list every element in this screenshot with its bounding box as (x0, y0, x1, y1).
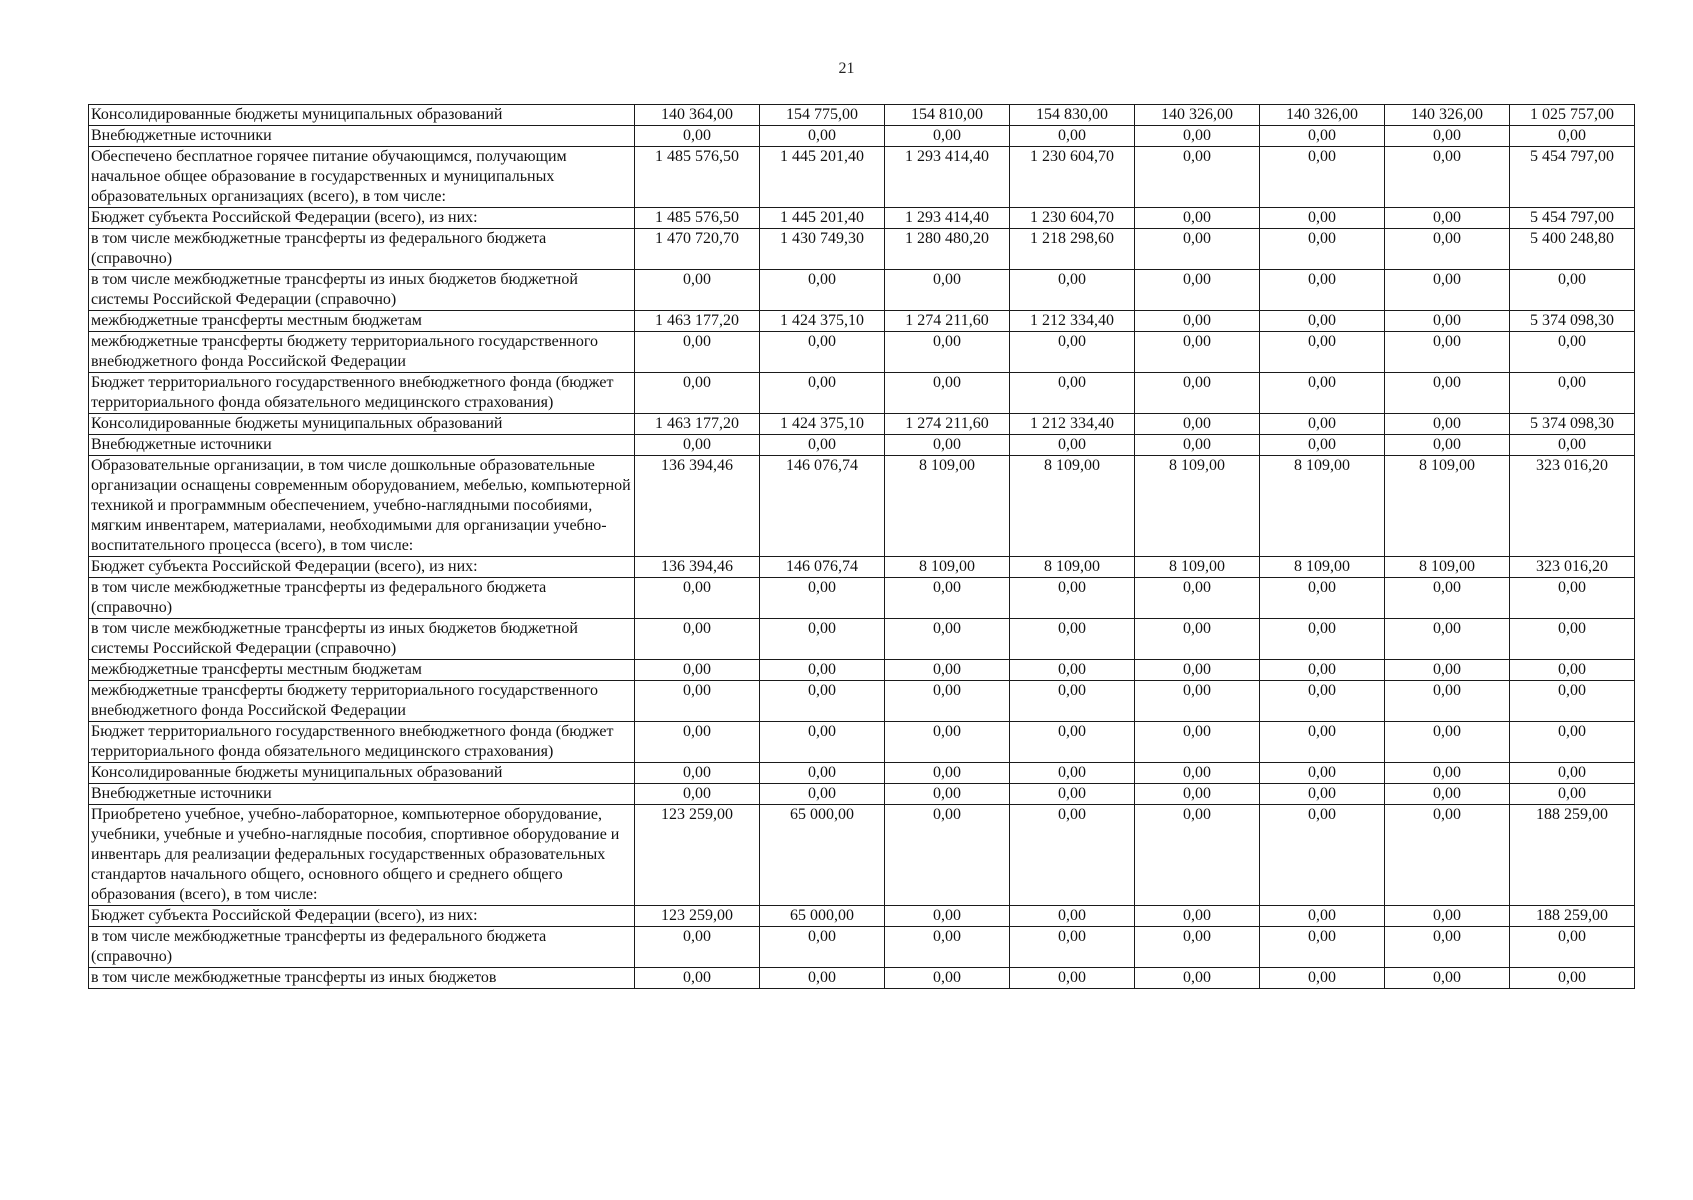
row-label: в том числе межбюджетные трансферты из федерального бюджета (справочно) (89, 229, 635, 270)
table-row (89, 229, 1635, 270)
table-row (89, 105, 1635, 126)
row-value: 0,00 (1010, 722, 1135, 763)
row-value: 5 374 098,30 (1510, 414, 1635, 435)
row-value: 0,00 (1260, 126, 1385, 147)
row-value: 0,00 (1260, 414, 1385, 435)
row-value: 5 454 797,00 (1510, 208, 1635, 229)
page-number: 21 (838, 60, 855, 77)
row-value: 0,00 (1385, 722, 1510, 763)
row-value: 0,00 (1510, 578, 1635, 619)
row-value: 0,00 (1010, 619, 1135, 660)
row-label: межбюджетные трансферты местным бюджетам (89, 311, 635, 332)
row-value: 188 259,00 (1510, 906, 1635, 927)
row-value: 0,00 (635, 373, 760, 414)
table-row (89, 805, 1635, 906)
row-value: 0,00 (1135, 270, 1260, 311)
row-label: Образовательные организации, в том числе дошкольные образовательные организации оснащены современным оборудованием, мебелью, компьютерной техникой и программным обеспечением, учебно-наглядными пособиями, мягким инвентарем, материалами, необходимыми для организации учебно-воспитательного процесса (всего), в том числе: (89, 456, 635, 557)
row-value: 154 775,00 (760, 105, 885, 126)
row-value: 0,00 (1010, 126, 1135, 147)
row-value: 0,00 (1260, 927, 1385, 968)
row-value: 0,00 (885, 660, 1010, 681)
row-value: 0,00 (1510, 784, 1635, 805)
row-value: 0,00 (760, 578, 885, 619)
row-value: 0,00 (1510, 126, 1635, 147)
row-value: 0,00 (1260, 968, 1385, 989)
row-value: 1 274 211,60 (885, 311, 1010, 332)
row-value: 140 364,00 (635, 105, 760, 126)
row-value: 0,00 (635, 763, 760, 784)
row-value: 0,00 (1135, 126, 1260, 147)
row-value: 0,00 (1135, 414, 1260, 435)
row-label: Бюджет субъекта Российской Федерации (всего), из них: (89, 557, 635, 578)
row-value: 0,00 (1135, 805, 1260, 906)
row-label: Консолидированные бюджеты муниципальных образований (89, 105, 635, 126)
row-value: 0,00 (1510, 270, 1635, 311)
row-value: 0,00 (1510, 435, 1635, 456)
row-value: 1 025 757,00 (1510, 105, 1635, 126)
row-value: 0,00 (1135, 927, 1260, 968)
budget-table-container (88, 104, 1633, 989)
row-value: 0,00 (1385, 968, 1510, 989)
row-value: 0,00 (1260, 578, 1385, 619)
row-value: 0,00 (1510, 763, 1635, 784)
row-value: 0,00 (1260, 435, 1385, 456)
row-value: 0,00 (635, 968, 760, 989)
row-value: 136 394,46 (635, 456, 760, 557)
row-value: 0,00 (760, 763, 885, 784)
row-value: 0,00 (635, 681, 760, 722)
row-value: 0,00 (885, 927, 1010, 968)
row-value: 0,00 (1385, 414, 1510, 435)
row-value: 0,00 (1260, 805, 1385, 906)
row-value: 0,00 (1135, 619, 1260, 660)
row-value: 0,00 (1010, 784, 1135, 805)
row-value: 0,00 (1260, 681, 1385, 722)
row-value: 0,00 (1385, 311, 1510, 332)
row-value: 0,00 (1385, 784, 1510, 805)
row-value: 1 445 201,40 (760, 147, 885, 208)
row-value: 0,00 (635, 784, 760, 805)
row-value: 65 000,00 (760, 906, 885, 927)
row-value: 0,00 (635, 578, 760, 619)
row-value: 0,00 (1385, 578, 1510, 619)
row-value: 0,00 (1385, 619, 1510, 660)
row-value: 0,00 (1385, 681, 1510, 722)
row-value: 136 394,46 (635, 557, 760, 578)
row-value: 1 212 334,40 (1010, 311, 1135, 332)
row-value: 0,00 (885, 722, 1010, 763)
row-value: 0,00 (885, 373, 1010, 414)
row-value: 0,00 (760, 126, 885, 147)
row-value: 1 424 375,10 (760, 414, 885, 435)
row-value: 0,00 (885, 270, 1010, 311)
row-value: 1 280 480,20 (885, 229, 1010, 270)
row-value: 0,00 (1385, 906, 1510, 927)
row-value: 0,00 (1135, 968, 1260, 989)
row-value: 0,00 (1385, 229, 1510, 270)
row-value: 0,00 (635, 660, 760, 681)
row-value: 123 259,00 (635, 805, 760, 906)
row-value: 5 374 098,30 (1510, 311, 1635, 332)
row-value: 0,00 (1385, 927, 1510, 968)
row-value: 0,00 (1260, 208, 1385, 229)
row-value: 0,00 (1260, 373, 1385, 414)
row-value: 8 109,00 (1385, 456, 1510, 557)
row-value: 0,00 (1135, 906, 1260, 927)
row-value: 0,00 (1260, 332, 1385, 373)
row-value: 140 326,00 (1135, 105, 1260, 126)
table-row (89, 722, 1635, 763)
row-value: 0,00 (635, 270, 760, 311)
row-value: 0,00 (885, 805, 1010, 906)
row-value: 0,00 (1510, 681, 1635, 722)
row-label: Внебюджетные источники (89, 784, 635, 805)
row-value: 0,00 (760, 332, 885, 373)
row-value: 1 293 414,40 (885, 147, 1010, 208)
row-value: 0,00 (885, 332, 1010, 373)
row-value: 1 430 749,30 (760, 229, 885, 270)
row-value: 0,00 (1010, 373, 1135, 414)
row-label: Бюджет субъекта Российской Федерации (всего), из них: (89, 208, 635, 229)
row-label: межбюджетные трансферты бюджету территориального государственного внебюджетного фонда Российской Федерации (89, 332, 635, 373)
row-value: 0,00 (885, 435, 1010, 456)
table-row (89, 557, 1635, 578)
row-label: Консолидированные бюджеты муниципальных образований (89, 414, 635, 435)
row-value: 1 212 334,40 (1010, 414, 1135, 435)
row-value: 0,00 (1510, 332, 1635, 373)
row-value: 0,00 (635, 722, 760, 763)
row-value: 1 470 720,70 (635, 229, 760, 270)
row-value: 0,00 (760, 660, 885, 681)
row-value: 1 230 604,70 (1010, 208, 1135, 229)
row-label: Внебюджетные источники (89, 435, 635, 456)
row-label: межбюджетные трансферты местным бюджетам (89, 660, 635, 681)
row-label: Обеспечено бесплатное горячее питание обучающимся, получающим начальное общее образование в государственных и муниципальных образовательных организациях (всего), в том числе: (89, 147, 635, 208)
table-row (89, 927, 1635, 968)
row-value: 0,00 (1260, 906, 1385, 927)
row-label: Бюджет субъекта Российской Федерации (всего), из них: (89, 906, 635, 927)
row-label: Внебюджетные источники (89, 126, 635, 147)
table-row (89, 763, 1635, 784)
row-value: 0,00 (1260, 147, 1385, 208)
row-label: в том числе межбюджетные трансферты из иных бюджетов бюджетной системы Российской Федерации (справочно) (89, 270, 635, 311)
row-value: 0,00 (885, 906, 1010, 927)
row-value: 0,00 (1385, 805, 1510, 906)
row-value: 0,00 (1260, 311, 1385, 332)
row-value: 1 424 375,10 (760, 311, 885, 332)
table-row (89, 147, 1635, 208)
table-row (89, 270, 1635, 311)
row-value: 0,00 (760, 722, 885, 763)
row-value: 1 463 177,20 (635, 311, 760, 332)
row-value: 0,00 (1385, 208, 1510, 229)
row-value: 1 485 576,50 (635, 147, 760, 208)
row-value: 0,00 (1260, 229, 1385, 270)
row-label: в том числе межбюджетные трансферты из федерального бюджета (справочно) (89, 578, 635, 619)
row-value: 0,00 (1510, 968, 1635, 989)
row-value: 0,00 (635, 435, 760, 456)
row-value: 5 454 797,00 (1510, 147, 1635, 208)
row-value: 0,00 (635, 927, 760, 968)
row-value: 0,00 (885, 126, 1010, 147)
row-label: межбюджетные трансферты бюджету территориального государственного внебюджетного фонда Российской Федерации (89, 681, 635, 722)
row-value: 0,00 (885, 968, 1010, 989)
row-value: 0,00 (1010, 763, 1135, 784)
row-value: 0,00 (1010, 332, 1135, 373)
row-label: Приобретено учебное, учебно-лабораторное, компьютерное оборудование, учебники, учебные и учебно-наглядные пособия, спортивное оборудование и инвентарь для реализации федеральных государственных образовательных стандартов начального общего, основного общего и среднего общего образования (всего), в том числе: (89, 805, 635, 906)
table-row (89, 968, 1635, 989)
row-value: 140 326,00 (1260, 105, 1385, 126)
row-label: в том числе межбюджетные трансферты из федерального бюджета (справочно) (89, 927, 635, 968)
row-value: 323 016,20 (1510, 456, 1635, 557)
row-value: 0,00 (1385, 270, 1510, 311)
row-value: 0,00 (1260, 660, 1385, 681)
table-row (89, 784, 1635, 805)
row-value: 0,00 (760, 373, 885, 414)
row-value: 1 485 576,50 (635, 208, 760, 229)
row-value: 8 109,00 (885, 456, 1010, 557)
row-value: 0,00 (760, 270, 885, 311)
table-row (89, 906, 1635, 927)
row-value: 8 109,00 (1135, 557, 1260, 578)
table-row (89, 332, 1635, 373)
row-value: 0,00 (1260, 763, 1385, 784)
row-value: 0,00 (1135, 681, 1260, 722)
row-value: 0,00 (885, 578, 1010, 619)
row-label: Консолидированные бюджеты муниципальных образований (89, 763, 635, 784)
row-value: 0,00 (1135, 722, 1260, 763)
row-value: 8 109,00 (1135, 456, 1260, 557)
row-value: 0,00 (1260, 619, 1385, 660)
row-value: 0,00 (885, 784, 1010, 805)
row-value: 8 109,00 (1010, 456, 1135, 557)
table-row (89, 373, 1635, 414)
row-value: 0,00 (1135, 229, 1260, 270)
row-value: 0,00 (1510, 722, 1635, 763)
row-value: 0,00 (1010, 968, 1135, 989)
row-value: 0,00 (760, 619, 885, 660)
row-value: 0,00 (1135, 147, 1260, 208)
row-label: Бюджет территориального государственного внебюджетного фонда (бюджет территориального фонда обязательного медицинского страхования) (89, 373, 635, 414)
row-value: 140 326,00 (1385, 105, 1510, 126)
row-value: 0,00 (1385, 147, 1510, 208)
row-value: 0,00 (1385, 435, 1510, 456)
row-value: 0,00 (1010, 660, 1135, 681)
row-value: 154 830,00 (1010, 105, 1135, 126)
row-value: 0,00 (1010, 906, 1135, 927)
row-value: 0,00 (760, 435, 885, 456)
row-value: 0,00 (1010, 805, 1135, 906)
row-value: 1 463 177,20 (635, 414, 760, 435)
row-value: 146 076,74 (760, 557, 885, 578)
row-value: 0,00 (1260, 270, 1385, 311)
row-value: 0,00 (1010, 578, 1135, 619)
row-value: 0,00 (885, 681, 1010, 722)
row-value: 1 274 211,60 (885, 414, 1010, 435)
row-value: 0,00 (1010, 270, 1135, 311)
row-value: 8 109,00 (885, 557, 1010, 578)
row-value: 0,00 (1010, 681, 1135, 722)
row-value: 1 218 298,60 (1010, 229, 1135, 270)
row-value: 8 109,00 (1260, 557, 1385, 578)
row-value: 0,00 (760, 681, 885, 722)
row-value: 1 230 604,70 (1010, 147, 1135, 208)
table-row (89, 414, 1635, 435)
row-value: 0,00 (1510, 660, 1635, 681)
row-value: 0,00 (760, 784, 885, 805)
row-value: 0,00 (1135, 435, 1260, 456)
table-row (89, 578, 1635, 619)
row-value: 0,00 (1135, 332, 1260, 373)
row-value: 0,00 (1135, 208, 1260, 229)
row-value: 0,00 (635, 332, 760, 373)
row-value: 0,00 (1260, 784, 1385, 805)
row-label: Бюджет территориального государственного внебюджетного фонда (бюджет территориального фонда обязательного медицинского страхования) (89, 722, 635, 763)
row-value: 8 109,00 (1385, 557, 1510, 578)
row-label: в том числе межбюджетные трансферты из иных бюджетов (89, 968, 635, 989)
row-value: 0,00 (1385, 763, 1510, 784)
row-value: 0,00 (1135, 660, 1260, 681)
row-value: 0,00 (635, 619, 760, 660)
row-value: 146 076,74 (760, 456, 885, 557)
row-value: 0,00 (1510, 373, 1635, 414)
row-value: 0,00 (1385, 660, 1510, 681)
row-value: 0,00 (760, 968, 885, 989)
table-row (89, 456, 1635, 557)
row-value: 5 400 248,80 (1510, 229, 1635, 270)
budget-table (88, 104, 1635, 989)
row-value: 0,00 (885, 763, 1010, 784)
row-value: 0,00 (1135, 784, 1260, 805)
table-row (89, 208, 1635, 229)
row-value: 323 016,20 (1510, 557, 1635, 578)
row-value: 8 109,00 (1010, 557, 1135, 578)
row-value: 0,00 (1010, 927, 1135, 968)
row-value: 1 293 414,40 (885, 208, 1010, 229)
row-value: 123 259,00 (635, 906, 760, 927)
row-value: 154 810,00 (885, 105, 1010, 126)
row-value: 0,00 (1510, 927, 1635, 968)
table-row (89, 311, 1635, 332)
row-value: 0,00 (1135, 763, 1260, 784)
row-value: 8 109,00 (1260, 456, 1385, 557)
row-label: в том числе межбюджетные трансферты из иных бюджетов бюджетной системы Российской Федерации (справочно) (89, 619, 635, 660)
table-row (89, 126, 1635, 147)
row-value: 0,00 (635, 126, 760, 147)
row-value: 65 000,00 (760, 805, 885, 906)
row-value: 0,00 (1260, 722, 1385, 763)
row-value: 188 259,00 (1510, 805, 1635, 906)
table-body (89, 105, 1635, 989)
table-row (89, 681, 1635, 722)
row-value: 0,00 (1010, 435, 1135, 456)
row-value: 0,00 (885, 619, 1010, 660)
table-row (89, 435, 1635, 456)
row-value: 0,00 (1385, 373, 1510, 414)
table-row (89, 619, 1635, 660)
row-value: 0,00 (760, 927, 885, 968)
row-value: 0,00 (1135, 311, 1260, 332)
row-value: 0,00 (1385, 126, 1510, 147)
row-value: 0,00 (1510, 619, 1635, 660)
table-row (89, 660, 1635, 681)
row-value: 0,00 (1135, 578, 1260, 619)
row-value: 1 445 201,40 (760, 208, 885, 229)
row-value: 0,00 (1385, 332, 1510, 373)
row-value: 0,00 (1135, 373, 1260, 414)
